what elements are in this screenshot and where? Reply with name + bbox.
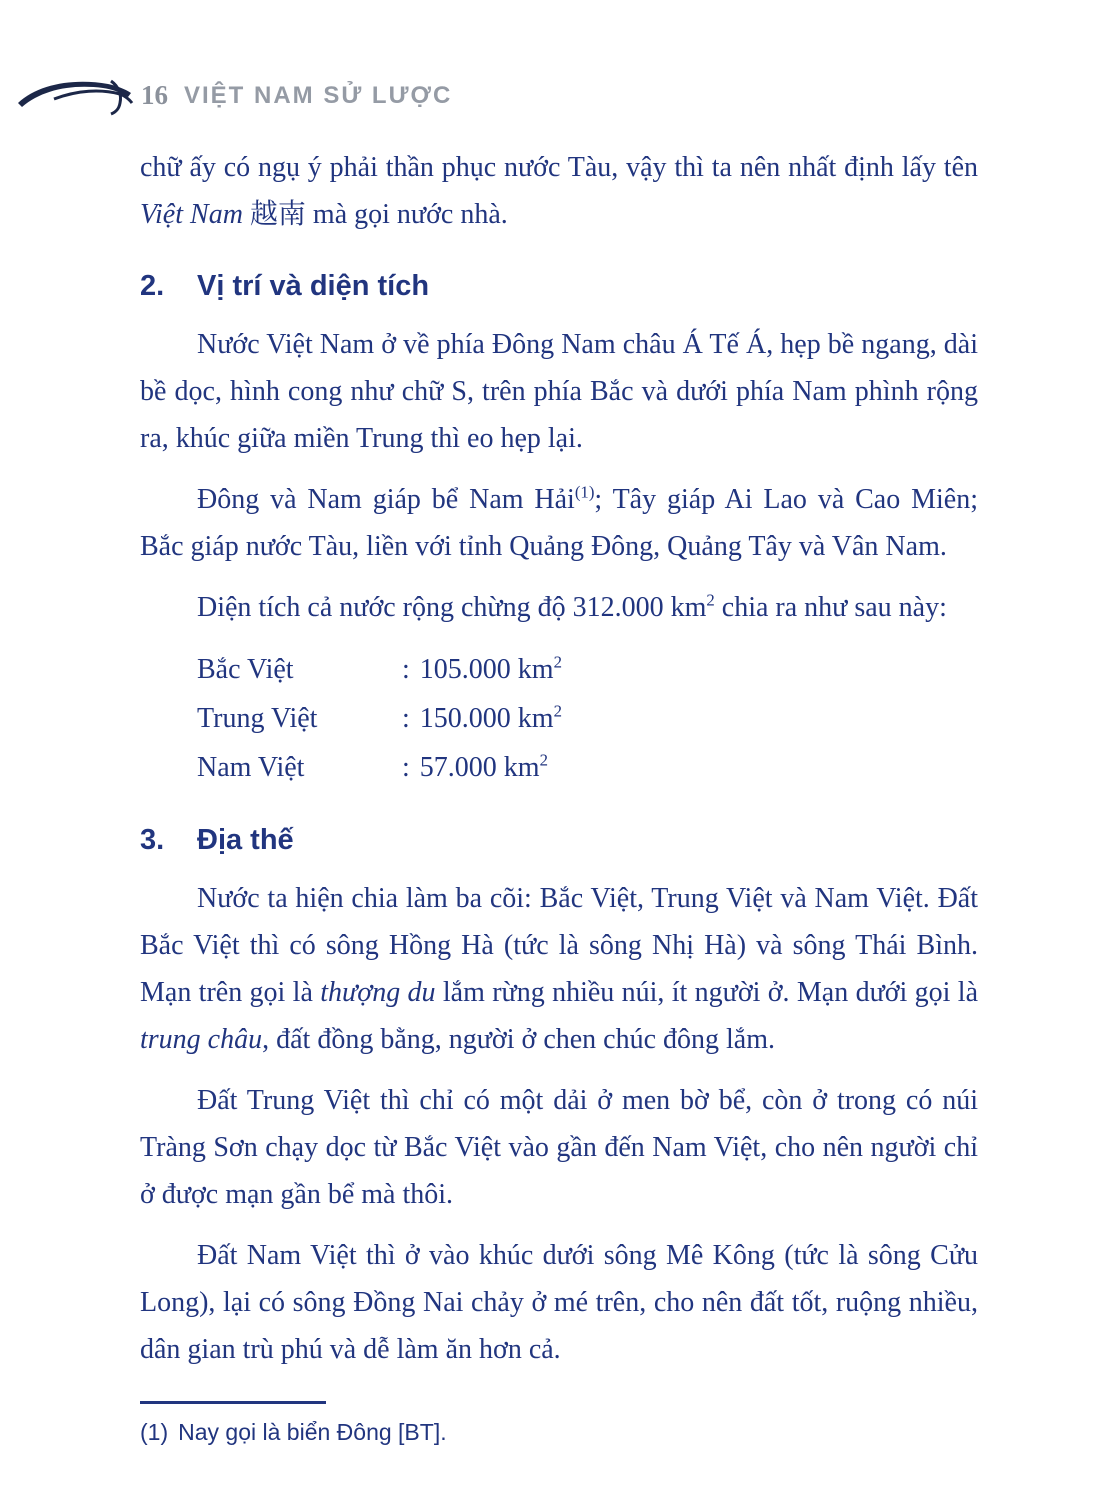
footnote-text — [140, 1416, 978, 1448]
area-number: 105.000 km — [419, 654, 554, 685]
area-breakdown-table — [197, 645, 978, 792]
footnote-body: Nay gọi là biển Đông [BT]. — [178, 1419, 447, 1445]
text-run: Diện tích cả nước rộng chừng độ 312.000 km — [197, 592, 707, 623]
region-area-value — [402, 703, 562, 734]
area-number: 150.000 km — [419, 703, 554, 734]
colon-separator: : — [402, 752, 410, 783]
region-label: Bắc Việt — [197, 654, 294, 685]
italic-text-run: thượng du — [320, 977, 436, 1008]
italic-text-run: trung châu — [140, 1024, 263, 1055]
text-run: chữ ấy có ngụ ý phải thần phục nước Tàu, vậy thì ta nên nhất định lấy tên — [140, 152, 978, 183]
paragraph-geography-shape: Nước Việt Nam ở về phía Đông Nam châu Á Tế Á, hẹp bề ngang, dài bề dọc, hình cong như chữ S, trên phía Bắc và dưới phía Nam phình rộng ra, khúc giữa miền Trung thì eo hẹp lại. — [140, 329, 978, 454]
superscript-exponent: 2 — [539, 750, 548, 770]
paragraph-trung-viet: Đất Trung Việt thì chỉ có một dải ở men bờ bể, còn ở trong có núi Tràng Sơn chạy dọc từ Bắc Việt vào gần đến Nam Việt, cho nên người chỉ ở được mạn gần bể mà thôi. — [140, 1085, 978, 1210]
page-content — [140, 144, 978, 1448]
text-run: Nước ta hiện chia làm ba cõi: Bắc Việt, Trung Việt và Nam Việt. Đất Bắc Việt thì có sông Hồng Hà (tức là sông Nhị Hà) và sông Thái Bình. Mạn trên gọi là — [140, 883, 978, 1008]
region-label: Trung Việt — [197, 703, 318, 734]
area-row-bac-viet — [197, 645, 978, 694]
section-title: Vị trí và diện tích — [197, 270, 430, 302]
text-run: ; Tây giáp Ai Lao và Cao Miên; Bắc giáp nước Tàu, liền với tỉnh Quảng Đông, Quảng Tây và Vân Nam. — [140, 484, 978, 562]
paragraph-intro-continuation — [140, 144, 978, 238]
section-2-heading — [140, 270, 978, 303]
region-area-value — [402, 752, 548, 783]
footnote-reference: (1) — [574, 482, 595, 502]
section-number: 2. — [140, 270, 165, 302]
text-run: , đất đồng bằng, người ở chen chúc đông lắm. — [262, 1024, 776, 1055]
region-label: Nam Việt — [197, 752, 305, 783]
superscript-exponent: 2 — [553, 652, 562, 672]
footnote-area — [140, 1401, 978, 1448]
text-run: lắm rừng nhiều núi, ít người ở. Mạn dưới gọi là — [435, 977, 979, 1008]
section-3-heading — [140, 824, 978, 857]
section-number: 3. — [140, 824, 165, 856]
superscript-exponent: 2 — [706, 590, 715, 610]
area-row-trung-viet — [197, 694, 978, 743]
page-number: 16 — [141, 80, 168, 110]
paragraph-nam-viet: Đất Nam Việt thì ở vào khúc dưới sông Mê Kông (tức là sông Cửu Long), lại có sông Đồng Nai chảy ở mé trên, cho nên đất tốt, ruộng nhiều, dân gian trù phú và dễ làm ăn hơn cả. — [140, 1240, 978, 1365]
paragraph-three-regions — [140, 875, 978, 1063]
footnote-divider — [140, 1401, 326, 1404]
text-run: chia ra như sau này: — [714, 592, 947, 623]
running-header — [0, 72, 1120, 118]
colon-separator: : — [402, 654, 410, 685]
paragraph-borders — [140, 476, 978, 570]
paragraph-total-area — [140, 584, 978, 631]
superscript-exponent: 2 — [553, 701, 562, 721]
colon-separator: : — [402, 703, 410, 734]
footnote-marker: (1) — [140, 1419, 169, 1445]
area-number: 57.000 km — [419, 752, 540, 783]
area-row-nam-viet — [197, 743, 978, 792]
text-run: 越南 mà gọi nước nhà. — [242, 199, 508, 230]
region-area-value — [402, 654, 562, 685]
text-run: Đông và Nam giáp bể Nam Hải — [197, 484, 575, 515]
flourish-ornament-icon — [16, 76, 134, 116]
section-title: Địa thế — [197, 824, 294, 856]
italic-text-run: Việt Nam — [140, 199, 243, 230]
running-book-title: VIỆT NAM SỬ LƯỢC — [184, 82, 453, 109]
